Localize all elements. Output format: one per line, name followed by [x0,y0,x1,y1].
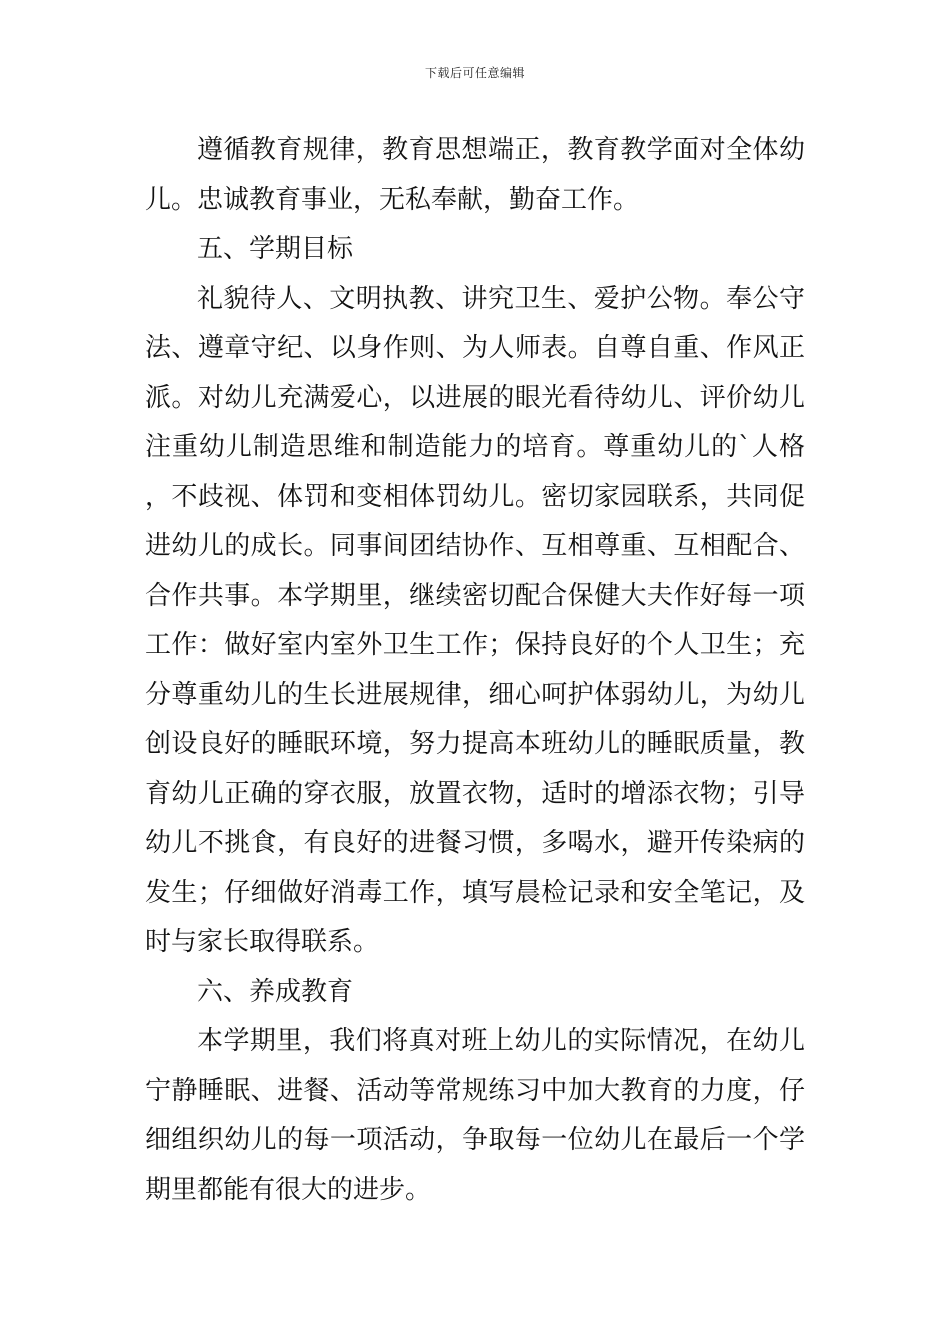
header-note: 下载后可任意编辑 [424,66,525,80]
document-body [145,126,805,1215]
paragraph-intro: 遵循教育规律，教育思想端正，教育教学面对全体幼儿。忠诚教育事业，无私奉献，勤奋工作。 [145,135,805,215]
paragraph-semester-goals: 礼貌待人、文明执教、讲究卫生、爱护公物。奉公守法、遵章守纪、以身作则、为人师表。自尊自重、作风正派。对幼儿充满爱心，以进展的眼光看待幼儿、评价幼儿注重幼儿制造思维和制造能力的培育。尊重幼儿的`人格，不歧视、体罚和变相体罚幼儿。密切家园联系，共同促进幼儿的成长。同事间团结协作、互相尊重、互相配合、合作共事。本学期里，继续密切配合保健大夫作好每一项工作：做好室内室外卫生工作；保持良好的个人卫生；充分尊重幼儿的生长进展规律，细心呵护体弱幼儿，为幼儿创设良好的睡眠环境，努力提高本班幼儿的睡眠质量，教育幼儿正确的穿衣服，放置衣物，适时的增添衣物；引导幼儿不挑食，有良好的进餐习惯，多喝水，避开传染病的发生；仔细做好消毒工作，填写晨检记录和安全笔记，及时与家长取得联系。 [145,283,805,957]
section-heading-semester-goals: 五、学期目标 [197,234,354,264]
section-heading-habit-education: 六、养成教育 [197,976,354,1007]
paragraph-habit-education: 本学期里，我们将真对班上幼儿的实际情况，在幼儿宁静睡眠、进餐、活动等常规练习中加大教育的力度，仔细组织幼儿的每一项活动，争取每一位幼儿在最后一个学期里都能有很大的进步。 [145,1026,805,1205]
